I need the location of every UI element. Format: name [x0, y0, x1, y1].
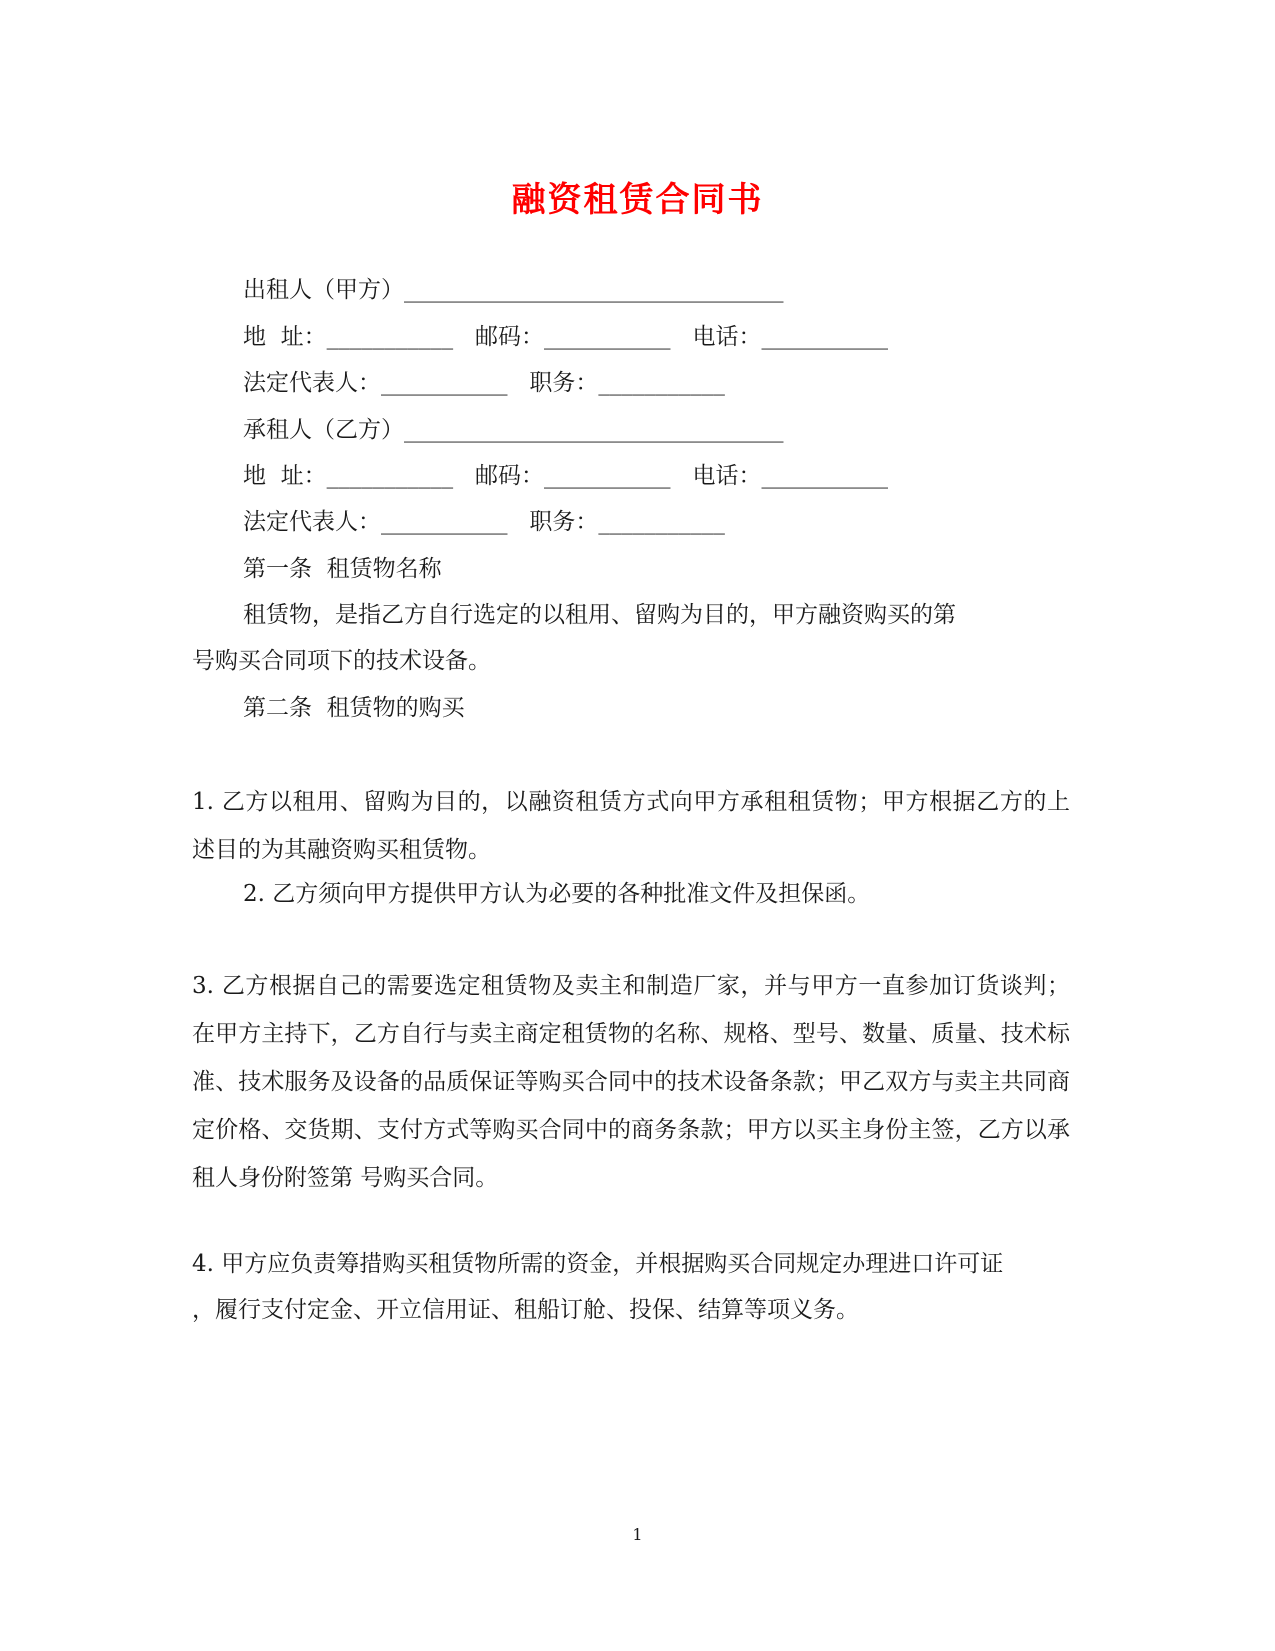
article2-item1: 1. 乙方以租用、留购为目的，以融资租赁方式向甲方承租租赁物；甲方根据乙方的上述目的为其融资购买租赁物。: [192, 789, 1070, 863]
lessee-representative-line: 法定代表人：___________ 职务：___________: [243, 509, 725, 535]
article1-body-line2: 号购买合同项下的技术设备。: [192, 648, 491, 674]
article2-item4-line2: ，履行支付定金、开立信用证、租船订舱、投保、结算等项义务。: [192, 1297, 859, 1323]
lessee-line: 承租人（乙方）_________________________________: [243, 417, 784, 443]
article2-item2: 2. 乙方须向甲方提供甲方认为必要的各种批准文件及担保函。: [243, 881, 871, 907]
lessor-contact-line: 地 址：___________ 邮码：___________ 电话：___________: [243, 324, 888, 350]
article2-item3: 3. 乙方根据自己的需要选定租赁物及卖主和制造厂家，并与甲方一直参加订货谈判；在甲方主持下，乙方自行与卖主商定租赁物的名称、规格、型号、数量、质量、技术标准、技术服务及设备的品质保证等购买合同中的技术设备条款；甲乙双方与卖主共同商定价格、交货期、支付方式等购买合同中的商务条款；甲方以买主身份主签，乙方以承租人身份附签第 号购买合同。: [192, 973, 1070, 1191]
article2-heading: 第二条 租赁物的购买: [243, 695, 465, 721]
document-title: 融资租赁合同书: [511, 180, 764, 220]
page-number: 1: [632, 1525, 643, 1544]
lessee-contact-line: 地 址：___________ 邮码：___________ 电话：___________: [243, 463, 888, 489]
article1-heading: 第一条 租赁物名称: [243, 556, 442, 582]
lessor-representative-line: 法定代表人：___________ 职务：___________: [243, 370, 725, 396]
lessor-line: 出租人（甲方）_________________________________: [243, 277, 784, 303]
article2-item4-line1: 4. 甲方应负责筹措购买租赁物所需的资金，并根据购买合同规定办理进口许可证: [192, 1251, 1004, 1277]
article1-body-line1: 租赁物，是指乙方自行选定的以租用、留购为目的，甲方融资购买的第: [243, 602, 956, 628]
